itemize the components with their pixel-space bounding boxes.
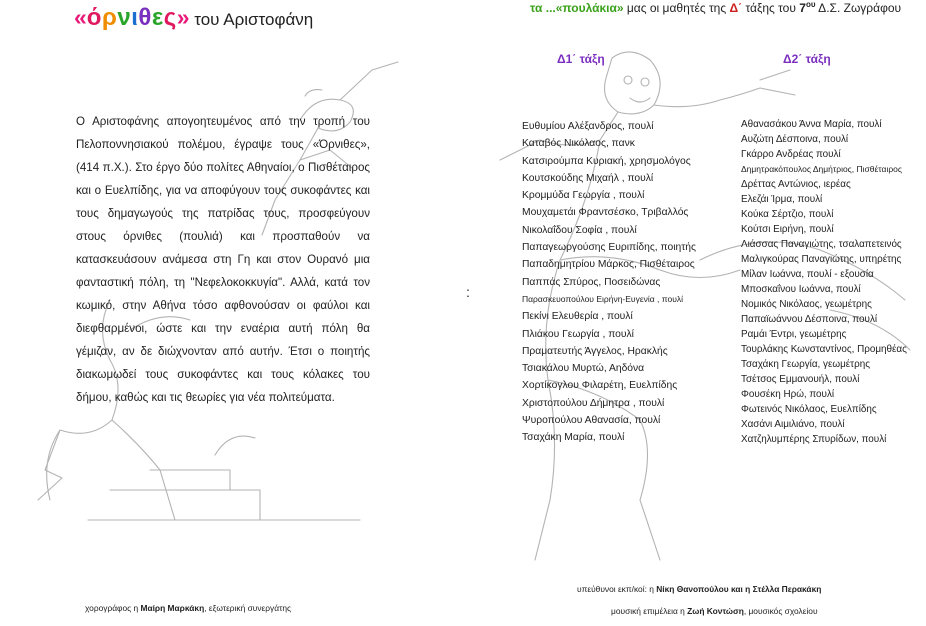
student-entry: Χατζηλυμπέρης Σπυρίδων, πουλί <box>741 434 887 445</box>
student-entry: Φουσέκη Ηρώ, πουλί <box>741 389 835 400</box>
student-entry: Τσαχάκη Γεωργία, γεωμέτρης <box>741 359 870 370</box>
student-entry: Τουρλάκης Κωνσταντίνος, Προμηθέας <box>741 344 907 355</box>
title-letter: ε <box>151 4 164 31</box>
student-entry: Γκάρρο Ανδρέας πουλί <box>741 149 841 160</box>
student-entry: Παπαγεωργούσης Ευριπίδης, ποιητής <box>522 242 696 254</box>
close-quote: » <box>176 4 190 30</box>
class1-student-list <box>522 118 696 447</box>
title-school: Δ.Σ. Ζωγράφου <box>815 1 902 15</box>
student-entry: Χορτίκογλου Φιλαρέτη, Ευελπίδης <box>522 380 678 392</box>
student-entry: Νομικός Νικόλαος, γεωμέτρης <box>741 299 872 310</box>
class2-student-list <box>741 117 907 447</box>
title-letter: θ <box>138 4 152 31</box>
class2-heading: Δ2΄ τάξη <box>783 52 831 66</box>
student-entry: Κρομμύδα Γεωργία , πουλί <box>522 190 645 202</box>
student-entry: Ψυροπούλου Αθανασία, πουλί <box>522 415 661 427</box>
student-entry: Πραματευτής Άγγελος, Ηρακλής <box>522 345 668 357</box>
student-entry: Κουτσκούδης Μιχαήλ , πουλί <box>522 172 654 184</box>
student-entry: Μποσκαΐνου Ιωάννα, πουλί <box>741 284 861 295</box>
student-entry: Μίλαν Ιωάννα, πουλί - εξουσία <box>741 269 874 280</box>
title-letter: ό <box>86 4 102 31</box>
choreographer-credit: χορογράφος η Μαίρη Μαρκάκη, εξωτερική συνεργάτης <box>85 603 292 613</box>
student-entry: Παρασκευοπούλου Ειρήνη-Ευγενία , πουλί <box>522 293 684 304</box>
student-entry: Αθανασάκου Άννα Μαρία, πουλί <box>741 119 882 130</box>
student-entry: Δημητρακόπουλος Δημήτριος, Πισθέταιρος <box>741 164 902 174</box>
title-school-number: $7^{o\upsilon}$ <box>799 0 816 15</box>
student-entry: Τσαχάκη Μαρία, πουλί <box>522 432 625 444</box>
open-quote: « <box>74 4 87 30</box>
teachers-names: Νίκη Θανοπούλου και η Στέλλα Περακάκη <box>656 584 822 594</box>
student-entry: Πεκίνι Ελευθερία , πουλί <box>522 311 633 323</box>
student-entry: Παπαδημητρίου Μάρκος, Πισθέταιρος <box>522 259 695 271</box>
student-entry: Νικολαΐδου Σοφία , πουλί <box>522 224 637 236</box>
student-entry: Ραμάι Έντρι, γεωμέτρης <box>741 329 847 340</box>
play-description: Ο Αριστοφάνης απογοητευμένος από την τροπή του Πελοποννησιακού πολέμου, έγραψε τους «Όρνιθες», (414 π.Χ.). Στο έργο δύο πολίτες Αθηναίοι, ο Πισθέταιρος και ο Ευελπίδης, για να αποφύγουν τους συκοφάντες και τους δημαγωγούς της πατρίδας τους, προσφεύγουν στους όρνιθες (πουλιά) και προσπαθούν να κατασκευάσουν ανάμεσα στη Γη και στον Ουρανό μια φανταστική πόλη, τη "Νεφελοκοκκυγία". Αλλά, κατά τον κωμικό, στην Αθήνα τόσο αφθονούσαν οι φαύλοι και διεφθαρμένοι, ώστε και την εναέρια αυτή πόλη θα γέμιζαν, αν δε διώχνονταν από αυτήν. Έτσι ο ποιητής διακωμωδεί τους συκοφάντες και τους κόλακες του δήμου, καθώς και τις θεωρίες για νέα πολιτεύματα. <box>76 115 370 404</box>
play-title <box>74 4 313 32</box>
title-part3: τάξης του <box>742 1 800 15</box>
title-letter: ι <box>131 4 139 31</box>
music-teacher-name: Ζωή Κοντώση <box>687 606 744 616</box>
music-credit: μουσική επιμέλεια η Ζωή Κοντώση, μουσικός σχολείου <box>611 606 818 616</box>
student-entry: Πλιάκου Γεωργία , πουλί <box>522 328 634 340</box>
student-entry: Κούκα Σέρτζιο, πουλί <box>741 209 834 220</box>
student-entry: Φωτεινός Νικόλαος, Ευελπίδης <box>741 404 877 415</box>
student-entry: Τσέτσος Εμμανουήλ, πουλί <box>741 374 860 385</box>
play-title-word <box>87 4 177 31</box>
choreographer-name: Μαίρη Μαρκάκη <box>140 603 205 613</box>
title-grade: Δ΄ <box>729 1 743 15</box>
student-entry: Δρέττας Αντώνιος, ιερέας <box>741 179 851 190</box>
title-highlight: «πουλάκια» <box>555 1 624 15</box>
student-entry: Παπαϊωάννου Δέσποινα, πουλί <box>741 314 878 325</box>
student-entry: Λιάσσας Παναγιώτης, τσαλαπετεινός <box>741 239 902 250</box>
page-separator: : <box>466 284 470 300</box>
student-entry: Κατσιρούμπα Κυριακή, χρησμολόγος <box>522 155 691 167</box>
student-entry: Ελεζάι Ίρμα, πουλί <box>741 194 823 205</box>
student-entry: Καταβός Νικόλαος, πανκ <box>522 138 635 150</box>
teachers-credit: υπεύθυνοι εκπ/κοί: η Νίκη Θανοπούλου και η Στέλλα Περακάκη <box>577 584 822 594</box>
student-entry: Τσιακάλου Μυρτώ, Αηδόνα <box>522 363 645 375</box>
student-entry: Ευθυμίου Αλέξανδρος, πουλί <box>522 121 654 132</box>
student-entry: Μουχαμετάι Φραντσέσκο, Τριβαλλός <box>522 207 689 219</box>
class1-heading: Δ1΄ τάξη <box>557 52 605 66</box>
title-prefix: τα ... <box>530 1 556 15</box>
title-letter: ρ <box>101 4 118 31</box>
play-author: του Αριστοφάνη <box>189 10 314 29</box>
student-entry: Κούτσι Ειρήνη, πουλί <box>741 224 834 235</box>
student-entry: Παππάς Σπύρος, Ποσειδώνας <box>522 276 661 288</box>
student-entry: Αυζώτη Δέσποινα, πουλί <box>741 134 849 145</box>
class-title <box>530 0 901 15</box>
student-entry: Χριστοπούλου Δήμητρα , πουλί <box>522 397 665 409</box>
title-part2: μας οι μαθητές της <box>623 1 730 15</box>
title-letter: ς <box>163 4 177 31</box>
student-entry: Μαλιγκούρας Παναγιώτης, υπηρέτης <box>741 254 902 265</box>
student-entry: Χασάνι Αιμιλιάνο, πουλί <box>741 419 845 430</box>
title-letter: ν <box>117 4 132 31</box>
